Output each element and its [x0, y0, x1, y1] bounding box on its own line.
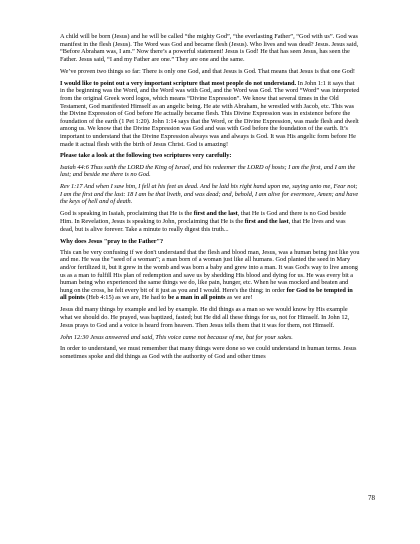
paragraph-john-1-1: [60, 80, 360, 148]
quote-revelation-1-17: Rev 1:17 And when I saw him, I fell at his feet as dead. And he laid his right hand upon me, saying unto me, Fear not; I am the first and the last: 18 I am he that liveth, and was dead; and, behold, I am alive for evermore, Amen; and have the keys of hell and of death.: [60, 183, 359, 206]
first-last-text-c: , that He is God and there is no God beside Him. In Revelation, Jesus is speaking to John, proclaiming that He is the: [60, 210, 346, 226]
paragraph-by-example: Jesus did many things by example and led by example. He did things as a man so we would know by His example what we should do. He prayed, was baptized, fasted; but He did all these things for us, not for Himself. In John 12, Jesus prays to God and a voice is heard from heaven. Then Jesus tells them that it was for them, not Himself.: [60, 306, 350, 329]
quote-john-12-30: John 12:30 Jesus answered and said, This voice came not because of me, but for your sakes.: [60, 333, 293, 341]
paragraph-child-born: A child will be born (Jesus) and he will be called “the mighty God”, “the everlasting Father”, “God with us”. God was manifest in the flesh (Jesus). The Word was God and became flesh (Jesus). Who lives and was dead? Jesus. Jesus said, “Before Abraham was, I am.” Now there’s a powerful statement! Jesus is God! He that has seen Jesus, has seen the Father. Jesus said, “I and my Father are one.” They are one and the same.: [60, 33, 359, 63]
human-being-emphasis-2: be a man in all points: [167, 294, 226, 302]
human-being-text-a: This can be very confusing if we don't understand that the flesh and blood man, Jesus, was a human being just like you and me. He was the "seed of a woman"; a man born of a woman just like all humans. God planted the seed in Mary and/or fertilized it, but it grew in the womb and was born a baby and grew into a man. It was God's way to live among us as a man to fulfill His plan of redemption and save us by shedding His blood and dying for us. He was every bit a human being who experienced the same things we do, like pain, hunger, etc. When he was mocked and beaten and hung on the cross, he felt every bit of it just as you and I would. Here's the thing; in order: [60, 248, 360, 294]
first-last-text-d: , that He lives and was dead, but is alive forever. Take a minute to really digest this truth...: [60, 218, 346, 233]
john-1-1-explanation: In John 1:1 it says that in the beginning was the Word, and the Word was with God, and the Word was God. The word “Word” was interpreted from the original Greek word logos, which means “Divine Expression”. We know that several times in the Old Testament, God manifested Himself as an angelic being. He ate with Abraham, he wrestled with Jacob, etc. This was the Divine Expression of God before He actually became flesh. This Divine Expression was in existence before the foundation of the earth (1 Pet 1:20). John 1:14 says that the Word, or the Divine Expression, was made flesh and dwelt among us. We know that the Divine Expression was God and was with God before the foundation of the earth. It’s important to understand that the Divine Expression always was and always is God. It was His angelic form before He made it actual flesh with the birth of Jesus Christ. God is amazing!: [60, 79, 360, 148]
first-last-emphasis-2: first and the last: [244, 218, 289, 226]
human-being-text-d: as we are!: [225, 294, 253, 302]
first-last-text-a: God is speaking in Isaiah, proclaiming that He is the: [60, 210, 194, 218]
paragraph-two-things: We’ve proven two things so far: There is only one God, and that Jesus is God. That means that Jesus is that one God!: [60, 67, 355, 75]
page-number: 78: [368, 494, 375, 502]
paragraph-first-and-last: [60, 210, 360, 233]
heading-pray-to-father: Why does Jesus "pray to the Father"?: [60, 237, 164, 245]
important-scripture-lead: I would like to point out a very important scripture that most people do not understand.: [60, 79, 297, 87]
quote-isaiah-44-6: Isaiah 44:6 Thus saith the LORD the King of Israel, and his redeemer the LORD of hosts; I am the first, and I am the last; and beside me there is no God.: [60, 163, 356, 179]
paragraph-human-terms: In order to understand, we must remember that many things were done so we could understand in human terms. Jesus sometimes spoke and did things as God with the authority of God and other times: [60, 345, 357, 361]
first-last-emphasis-1: first and the last: [193, 210, 238, 218]
human-being-text-c: (Heb 4:15) as we are, He had to: [84, 294, 168, 302]
heading-two-scriptures: Please take a look at the following two scriptures very carefully:: [60, 152, 232, 160]
paragraph-human-being: [60, 249, 360, 302]
human-being-emphasis-1: for God to be tempted in all points: [60, 286, 353, 302]
